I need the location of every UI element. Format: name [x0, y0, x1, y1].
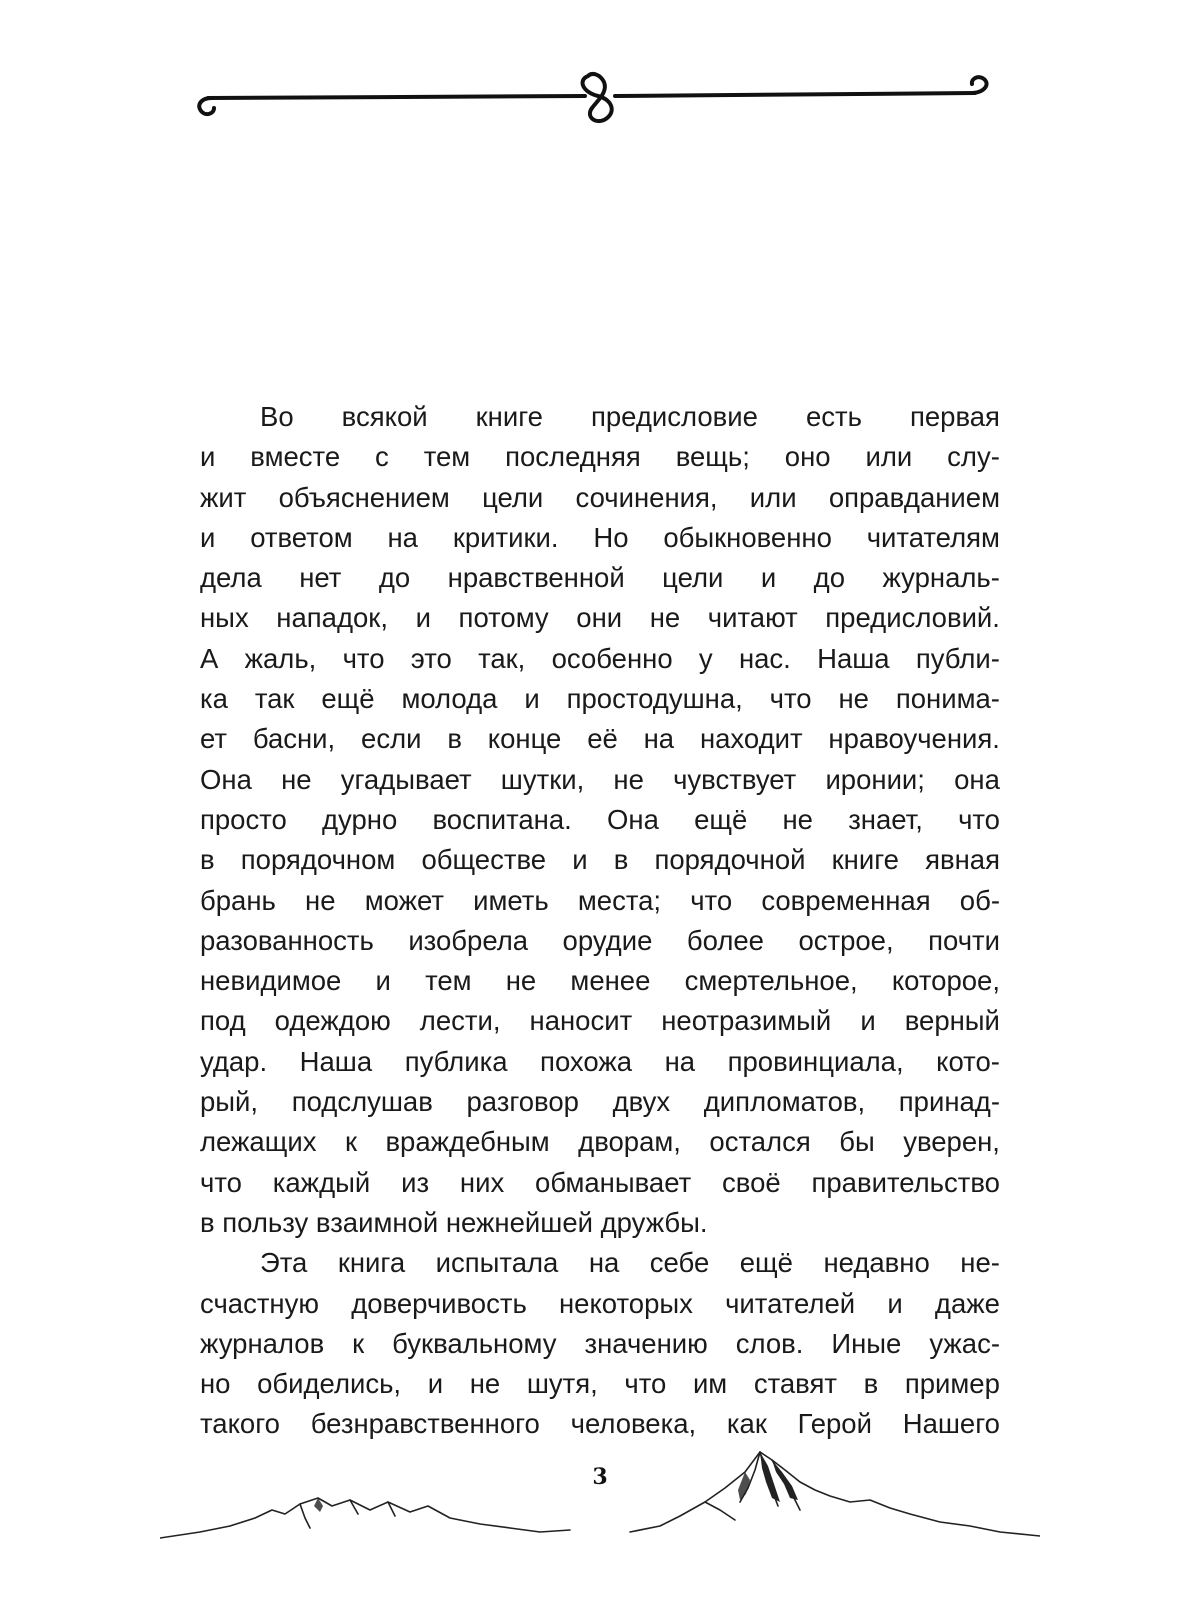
body-text	[200, 397, 1000, 1445]
text-line: ных нападок, и потому они не читают предисловий.	[200, 602, 1000, 634]
text-line: журналов к буквальному значению слов. Иные ужас-	[200, 1327, 1000, 1359]
text-line: удар. Наша публика похожа на провинциала, кото-	[200, 1045, 1000, 1077]
text-line: и ответом на критики. Но обыкновенно читателям	[200, 521, 1000, 553]
text-line: счастную доверчивость некоторых читателей и даже	[200, 1287, 1000, 1319]
text-line: ет басни, если в конце её на находит нравоучения.	[200, 723, 1000, 755]
text-line: под одеждою лести, наносит неотразимый и верный	[200, 1005, 1000, 1037]
text-line: но обиделись, и не шутя, что им ставят в пример	[200, 1368, 1000, 1400]
paragraph-2	[200, 1243, 1000, 1444]
text-line: Она не угадывает шутки, не чувствует иронии; она	[200, 763, 1000, 795]
text-line: в пользу взаимной нежнейшей дружбы.	[200, 1206, 708, 1238]
text-line: ка так ещё молода и простодушна, что не понима-	[200, 683, 1000, 715]
text-line: и вместе с тем последняя вещь; оно или слу-	[200, 441, 1000, 473]
page-number: 3	[592, 1464, 608, 1490]
text-line: разованность изобрела орудие более острое, почти	[200, 924, 1000, 956]
text-line: жит объяснением цели сочинения, или оправданием	[200, 481, 1000, 513]
text-line: рый, подслушав разговор двух дипломатов, принад-	[200, 1086, 1000, 1118]
text-line: брань не может иметь места; что современная об-	[200, 884, 1000, 916]
text-line: Во всякой книге предисловие есть первая	[260, 401, 1000, 432]
text-line: невидимое и тем не менее смертельное, которое,	[200, 965, 1000, 997]
text-line: лежащих к враждебным дворам, остался бы уверен,	[200, 1126, 1000, 1158]
text-line: в порядочном обществе и в порядочной книге явная	[200, 844, 1000, 876]
text-line: что каждый из них обманывает своё правительство	[200, 1166, 1000, 1198]
text-line: Эта книга испытала на себе ещё недавно не-	[260, 1247, 1000, 1279]
top-ornament	[190, 70, 1010, 130]
text-line: А жаль, что это так, особенно у нас. Наша публи-	[200, 642, 1000, 674]
text-line: такого безнравственного человека, как Герой Нашего	[200, 1408, 1000, 1440]
text-line: дела нет до нравственной цели и до журналь-	[200, 562, 1000, 594]
mountain-range-illustration	[160, 1440, 1040, 1550]
text-line: просто дурно воспитана. Она ещё не знает, что	[200, 803, 1000, 835]
paragraph-1	[200, 397, 1000, 1243]
